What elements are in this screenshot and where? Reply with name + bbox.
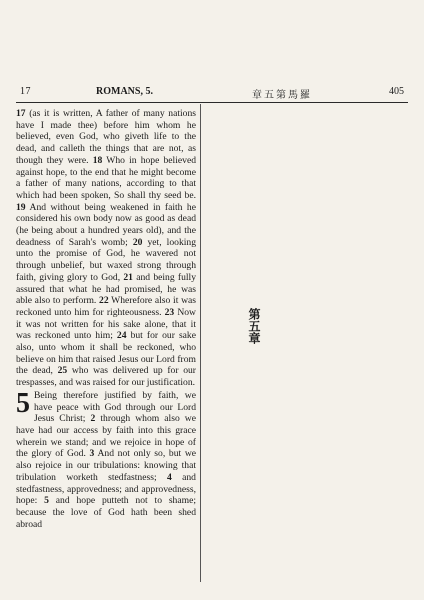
verse-text: and being fully assured that what he had promised, he was able also to perform. xyxy=(16,271,196,307)
verse-number: 17 xyxy=(16,108,26,119)
verse-number: 20 xyxy=(132,236,143,248)
verse-text: and hope putteth not to shame; because the love of God hath been shed abroad xyxy=(16,495,196,530)
header-rule xyxy=(16,102,408,103)
chinese-running-title: 章五第馬羅 xyxy=(252,90,312,101)
verse-number: 2 xyxy=(90,413,96,425)
english-column xyxy=(16,108,196,530)
verse-number: 19 xyxy=(16,201,26,213)
chapter-number: 5 xyxy=(16,387,30,419)
verse-text: And without being weakened in faith he considered his own body now as good as dead (he being about a hundred years old), and the deadness of Sarah's womb; xyxy=(16,201,196,248)
verse-number: 21 xyxy=(123,271,133,283)
verse-text: through whom also we have had our access by faith into this grace wherein we stand; and we rejoice in hope of the glory of God. xyxy=(16,413,196,460)
verse-number: 3 xyxy=(89,448,95,460)
verse-text: who was delivered up for our trespasses, and was raised for our justification. xyxy=(16,365,197,389)
verse-number: 18 xyxy=(92,154,103,166)
verse-text: and stedfastness, approvedness; and approvedness, hope: xyxy=(16,471,196,507)
verse-text: (as it is written, A father of many nations have I made thee) before him whom he believed, even God, who giveth life to the dead, and calleth the things that are not, as though they were. xyxy=(16,108,196,166)
verse-number: 5 xyxy=(44,495,49,507)
chapter-five-verses xyxy=(16,387,197,530)
verse-text: yet, looking unto the promise of God, he wavered not through unbelief, but waxed strong through faith, giving glory to God, xyxy=(16,236,196,283)
verse-number: 23 xyxy=(164,306,175,318)
verse-text: Who in hope believed against hope, to the end that he might become a father of many nations, according to that which had been spoken, So shall thy seed be. xyxy=(16,154,196,201)
verse-number: 24 xyxy=(116,330,127,342)
verse-text: but for our sake also, unto whom it shall be reckoned, who believe on him that raised Jesus our Lord from the dead, xyxy=(16,330,196,377)
chinese-column xyxy=(206,108,404,582)
verse-number: 4 xyxy=(166,471,172,483)
running-verse-mark: 17 xyxy=(20,86,31,97)
verse-text: Being therefore justified by faith, we have peace with God through our Lord Jesus Christ; xyxy=(34,389,196,425)
chapter-five-block xyxy=(16,387,197,530)
verse-text: Wherefore also it was reckoned unto him for righteousness. xyxy=(16,295,196,318)
verse-text: Now it was not written for his sake alone, that it was reckoned unto him; xyxy=(16,306,196,342)
verse-number: 25 xyxy=(57,365,68,377)
english-verses xyxy=(16,108,196,389)
verse-number: 22 xyxy=(99,295,109,307)
running-title: ROMANS, 5. xyxy=(96,86,153,97)
verse-text: And not only so, but we also rejoice in our tribulations: knowing that tribulation worketh stedfastness; xyxy=(16,448,197,483)
page-number: 405 xyxy=(389,86,404,97)
column-divider xyxy=(200,104,201,582)
chinese-chapter-marker: 第五章 xyxy=(247,308,261,344)
